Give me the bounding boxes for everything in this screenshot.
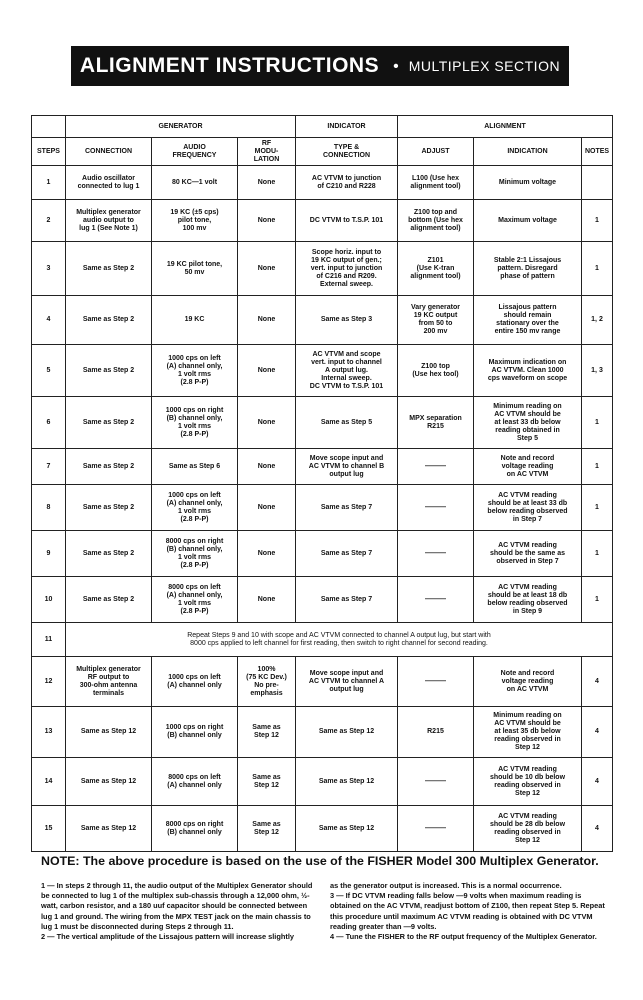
audio-frequency-cell: 8000 cps on left (A) channel only, 1 volt rms (2.8 P-P) — [152, 577, 238, 623]
column-header-row — [32, 138, 613, 166]
audio-frequency-cell: 19 KC — [152, 296, 238, 345]
title-banner — [71, 46, 569, 86]
connection-cell: Same as Step 2 — [66, 449, 152, 485]
adjust-cell: Z100 top (Use hex tool) — [398, 345, 474, 397]
footnotes-left-column — [41, 881, 313, 942]
adjust-cell: MPX separation R215 — [398, 397, 474, 449]
adjust-cell: ——— — [398, 577, 474, 623]
notes-cell: 1 — [582, 200, 613, 242]
step-number: 9 — [32, 531, 66, 577]
bullet-separator: • — [393, 58, 399, 75]
audio-frequency-cell: 1000 cps on left (A) channel only, 1 volt rms (2.8 P-P) — [152, 345, 238, 397]
connection-cell: Same as Step 2 — [66, 577, 152, 623]
connection-cell: Same as Step 2 — [66, 531, 152, 577]
indication-cell: Minimum voltage — [474, 166, 582, 200]
rf-modulation-cell: None — [238, 296, 296, 345]
table-row — [32, 657, 613, 707]
table-row — [32, 242, 613, 296]
alignment-group-header: ALIGNMENT — [398, 116, 613, 138]
col-type-connection: TYPE & CONNECTION — [296, 138, 398, 166]
notes-cell: 1 — [582, 531, 613, 577]
generator-group-header: GENERATOR — [66, 116, 296, 138]
col-adjust: ADJUST — [398, 138, 474, 166]
rf-modulation-cell: None — [238, 485, 296, 531]
audio-frequency-cell: 19 KC (±5 cps) pilot tone, 100 mv — [152, 200, 238, 242]
connection-cell: Same as Step 2 — [66, 485, 152, 531]
indicator-cell: Same as Step 12 — [296, 707, 398, 758]
audio-frequency-cell: 8000 cps on left (A) channel only — [152, 758, 238, 806]
notes-cell: 1 — [582, 485, 613, 531]
indicator-cell: Same as Step 7 — [296, 531, 398, 577]
indicator-cell: Move scope input and AC VTVM to channel A output lug — [296, 657, 398, 707]
audio-frequency-cell: 80 KC—1 volt — [152, 166, 238, 200]
connection-cell: Same as Step 12 — [66, 806, 152, 852]
rf-modulation-cell: Same as Step 12 — [238, 758, 296, 806]
procedure-note: NOTE: The above procedure is based on the use of the FISHER Model 300 Multiplex Generator. — [41, 854, 599, 868]
indication-cell: AC VTVM reading should be at least 33 db below reading observed in Step 7 — [474, 485, 582, 531]
col-steps: STEPS — [32, 138, 66, 166]
page-title: ALIGNMENT INSTRUCTIONS — [79, 54, 380, 77]
audio-frequency-cell: 8000 cps on right (B) channel only, 1 volt rms (2.8 P-P) — [152, 531, 238, 577]
step-number: 6 — [32, 397, 66, 449]
indication-cell: AC VTVM reading should be at least 18 db below reading observed in Step 9 — [474, 577, 582, 623]
step-number: 12 — [32, 657, 66, 707]
audio-frequency-cell: 8000 cps on right (B) channel only — [152, 806, 238, 852]
indicator-cell: Same as Step 12 — [296, 806, 398, 852]
col-connection: CONNECTION — [66, 138, 152, 166]
adjust-cell: ——— — [398, 449, 474, 485]
step-number: 1 — [32, 166, 66, 200]
adjust-cell: ——— — [398, 485, 474, 531]
col-indication: INDICATION — [474, 138, 582, 166]
notes-cell — [582, 166, 613, 200]
indicator-cell: Same as Step 7 — [296, 577, 398, 623]
indication-cell: Stable 2:1 Lissajous pattern. Disregard phase of pattern — [474, 242, 582, 296]
indication-cell: Minimum reading on AC VTVM should be at least 33 db below reading obtained in Step 5 — [474, 397, 582, 449]
adjust-cell: ——— — [398, 758, 474, 806]
indication-cell: Maximum indication on AC VTVM. Clean 1000 cps waveform on scope — [474, 345, 582, 397]
table-body-step-11 — [32, 623, 613, 657]
notes-cell: 1 — [582, 577, 613, 623]
rf-modulation-cell: Same as Step 12 — [238, 707, 296, 758]
step-number: 11 — [32, 623, 66, 657]
connection-cell: Same as Step 12 — [66, 707, 152, 758]
footnote-paragraph: 1 — In steps 2 through 11, the audio output of the Multiplex Generator should be connected to lug 1 of the multiplex sub-chassis through a 12,000 ohm, ½-watt, carbon resistor, and a 180 uuf capacitor should be connected between lug 1 and ground. The wiring from the MPX TEST jack on the main chassis to lug 1 must be disconnected during Steps 2 through 11. — [41, 881, 313, 931]
table-row — [32, 623, 613, 657]
adjust-cell: Z101 (Use K-tran alignment tool) — [398, 242, 474, 296]
step-number: 15 — [32, 806, 66, 852]
notes-cell: 4 — [582, 806, 613, 852]
step-number: 5 — [32, 345, 66, 397]
step-number: 2 — [32, 200, 66, 242]
rf-modulation-cell: None — [238, 166, 296, 200]
connection-cell: Multiplex generator audio output to lug 1 (See Note 1) — [66, 200, 152, 242]
connection-cell: Multiplex generator RF output to 300-ohm antenna terminals — [66, 657, 152, 707]
adjust-cell: L100 (Use hex alignment tool) — [398, 166, 474, 200]
footnote-paragraph: 2 — The vertical amplitude of the Lissajous pattern will increase slightly — [41, 932, 294, 942]
indication-cell: Maximum voltage — [474, 200, 582, 242]
adjust-cell: ——— — [398, 531, 474, 577]
indicator-cell: Same as Step 5 — [296, 397, 398, 449]
footnote-paragraph: as the generator output is increased. This is a normal occurrence. — [330, 881, 562, 890]
col-audio-frequency: AUDIO FREQUENCY — [152, 138, 238, 166]
connection-cell: Same as Step 2 — [66, 296, 152, 345]
step-number: 13 — [32, 707, 66, 758]
step-number: 14 — [32, 758, 66, 806]
indication-cell: Minimum reading on AC VTVM should be at least 35 db below reading observed in Step 12 — [474, 707, 582, 758]
rf-modulation-cell: None — [238, 577, 296, 623]
notes-cell: 1, 3 — [582, 345, 613, 397]
notes-cell: 4 — [582, 758, 613, 806]
alignment-table — [31, 115, 613, 852]
indicator-cell: Same as Step 7 — [296, 485, 398, 531]
indication-cell: AC VTVM reading should be 28 db below reading observed in Step 12 — [474, 806, 582, 852]
connection-cell: Same as Step 2 — [66, 397, 152, 449]
notes-cell: 1 — [582, 397, 613, 449]
table-row — [32, 345, 613, 397]
indicator-cell: DC VTVM to T.S.P. 101 — [296, 200, 398, 242]
adjust-cell: Z100 top and bottom (Use hex alignment tool) — [398, 200, 474, 242]
table-row — [32, 485, 613, 531]
audio-frequency-cell: 1000 cps on right (B) channel only, 1 volt rms (2.8 P-P) — [152, 397, 238, 449]
indication-cell: Note and record voltage reading on AC VTVM — [474, 657, 582, 707]
notes-cell: 4 — [582, 657, 613, 707]
connection-cell: Same as Step 2 — [66, 345, 152, 397]
notes-cell: 4 — [582, 707, 613, 758]
step-11-instructions: Repeat Steps 9 and 10 with scope and AC VTVM connected to channel A output lug, but start with 8000 cps applied to left channel for first reading, then switch to right channel for second reading. — [66, 623, 613, 657]
table-body-steps-1-10 — [32, 166, 613, 623]
connection-cell: Same as Step 12 — [66, 758, 152, 806]
col-rf-modulation: RF MODU- LATION — [238, 138, 296, 166]
indicator-cell: Same as Step 12 — [296, 758, 398, 806]
col-notes: NOTES — [582, 138, 613, 166]
indication-cell: AC VTVM reading should be 10 db below reading observed in Step 12 — [474, 758, 582, 806]
rf-modulation-cell: None — [238, 345, 296, 397]
notes-cell: 1, 2 — [582, 296, 613, 345]
indicator-cell: Same as Step 3 — [296, 296, 398, 345]
footnotes-right-column — [330, 881, 612, 942]
audio-frequency-cell: 1000 cps on left (A) channel only, 1 volt rms (2.8 P-P) — [152, 485, 238, 531]
footnote-paragraph: 4 — Tune the FISHER to the RF output frequency of the Multiplex Generator. — [330, 932, 597, 942]
table-row — [32, 806, 613, 852]
indicator-cell: Scope horiz. input to 19 KC output of gen.; vert. input to junction of C216 and R209. External sweep. — [296, 242, 398, 296]
rf-modulation-cell: None — [238, 531, 296, 577]
rf-modulation-cell: None — [238, 449, 296, 485]
table-row — [32, 577, 613, 623]
rf-modulation-cell: None — [238, 397, 296, 449]
adjust-cell: R215 — [398, 707, 474, 758]
indicator-cell: Move scope input and AC VTVM to channel B output lug — [296, 449, 398, 485]
audio-frequency-cell: Same as Step 6 — [152, 449, 238, 485]
adjust-cell: Vary generator 19 KC output from 50 to 200 mv — [398, 296, 474, 345]
indication-cell: AC VTVM reading should be the same as observed in Step 7 — [474, 531, 582, 577]
audio-frequency-cell: 1000 cps on right (B) channel only — [152, 707, 238, 758]
table-row — [32, 707, 613, 758]
audio-frequency-cell: 19 KC pilot tone, 50 mv — [152, 242, 238, 296]
table-row — [32, 758, 613, 806]
table-row — [32, 296, 613, 345]
audio-frequency-cell: 1000 cps on left (A) channel only — [152, 657, 238, 707]
step-number: 4 — [32, 296, 66, 345]
table-row — [32, 200, 613, 242]
adjust-cell: ——— — [398, 806, 474, 852]
connection-cell: Audio oscillator connected to lug 1 — [66, 166, 152, 200]
rf-modulation-cell: 100% (75 KC Dev.) No pre- emphasis — [238, 657, 296, 707]
table-row — [32, 397, 613, 449]
rf-modulation-cell: None — [238, 242, 296, 296]
indicator-cell: AC VTVM to junction of C210 and R228 — [296, 166, 398, 200]
group-header-row — [32, 116, 613, 138]
notes-cell: 1 — [582, 242, 613, 296]
notes-cell: 1 — [582, 449, 613, 485]
table-row — [32, 449, 613, 485]
indication-cell: Note and record voltage reading on AC VTVM — [474, 449, 582, 485]
rf-modulation-cell: None — [238, 200, 296, 242]
indication-cell: Lissajous pattern should remain stationary over the entire 150 mv range — [474, 296, 582, 345]
connection-cell: Same as Step 2 — [66, 242, 152, 296]
indicator-cell: AC VTVM and scope vert. input to channel A output lug. Internal sweep. DC VTVM to T.S.P. 101 — [296, 345, 398, 397]
step-number: 10 — [32, 577, 66, 623]
steps-group-blank — [32, 116, 66, 138]
table-row — [32, 166, 613, 200]
step-number: 7 — [32, 449, 66, 485]
table-row — [32, 531, 613, 577]
rf-modulation-cell: Same as Step 12 — [238, 806, 296, 852]
footnote-paragraph: 3 — If DC VTVM reading falls below —9 volts when maximum reading is obtained on the AC VTVM, readjust bottom of Z100, then repeat Step 5. Repeat this procedure until maximum AC VTVM reading is obtained with DC VTVM reading greater than —9 volts. — [330, 891, 605, 931]
indicator-group-header: INDICATOR — [296, 116, 398, 138]
adjust-cell: ——— — [398, 657, 474, 707]
table-body-steps-12-15 — [32, 657, 613, 852]
step-number: 8 — [32, 485, 66, 531]
step-number: 3 — [32, 242, 66, 296]
page-subtitle: MULTIPLEX SECTION — [408, 58, 561, 74]
